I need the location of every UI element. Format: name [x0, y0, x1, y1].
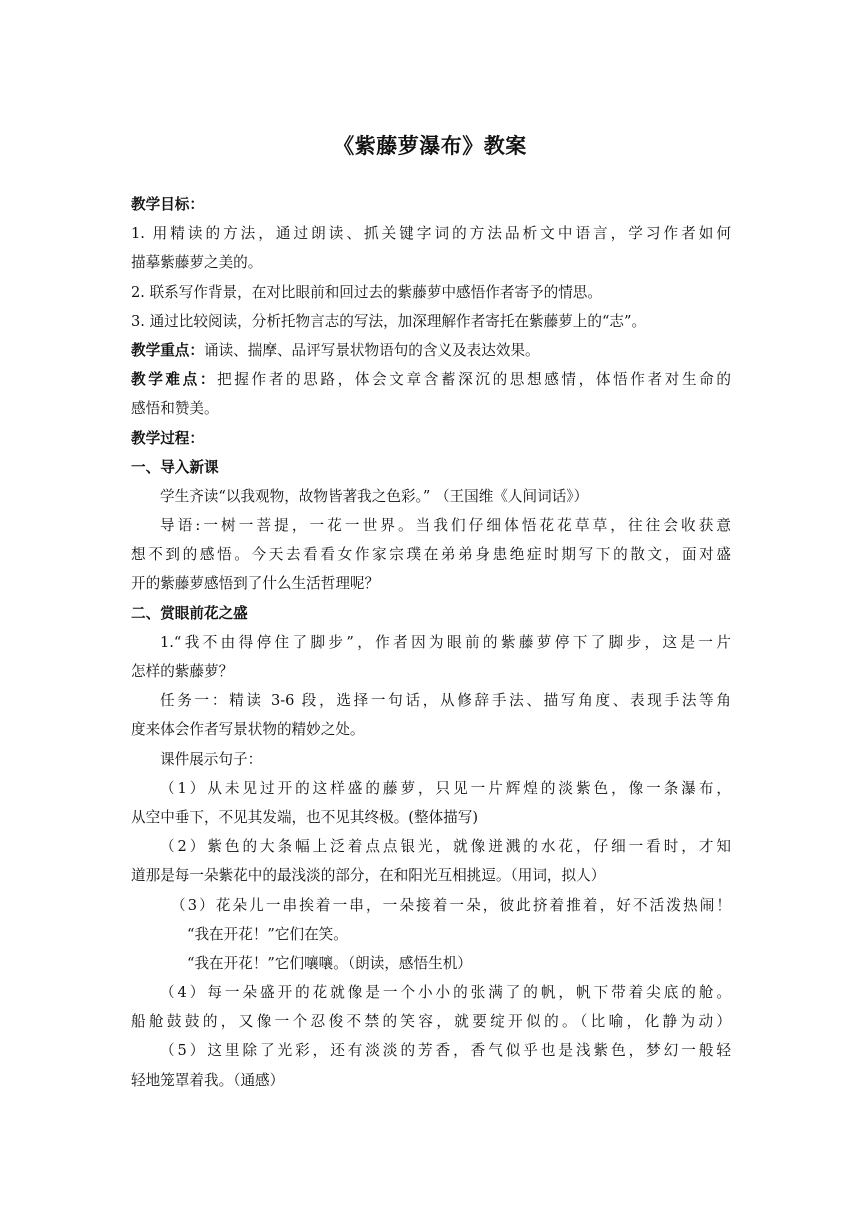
courseware-label: 课件展示句子： [160, 750, 263, 768]
objectives-heading: 教学目标： [131, 196, 204, 213]
sentence-3-line-2: “我在开花！”它们在笑。 [187, 925, 348, 943]
sentence-5-line-2: 轻地笼罩着我。（通感） [131, 1071, 285, 1089]
difficulties-line-1 [131, 365, 731, 394]
objective-1-line-1: 1. 用精读的方法，通过朗读、抓关键字词的方法品析文中语言，学习作者如何 [131, 225, 731, 243]
sentence-3-line-3: “我在开花！”它们嚷嚷。（朗读，感悟生机） [187, 954, 472, 972]
sentence-2-line-2: 道那是每一朵紫花中的最浅淡的部分，在和阳光互相挑逗。（用词，拟人） [131, 867, 606, 885]
section-2-heading: 二、赏眼前花之盛 [131, 604, 248, 622]
process-heading: 教学过程： [131, 429, 204, 447]
sentence-2-line-1: （2）紫色的大条幅上泛着点点银光，就像迸溅的水花，仔细一看时，才知 [160, 838, 731, 856]
sentence-1-line-1: （1）从未见过开的这样盛的藤萝，只见一片辉煌的淡紫色，像一条瀑布， [160, 779, 731, 797]
question-1-line-1: 1.“我不由得停住了脚步”，作者因为眼前的紫藤萝停下了脚步，这是一片 [160, 633, 731, 651]
difficulties-text: 把握作者的思路，体会文章含蓄深沉的思想感情，体悟作者对生命的 [217, 371, 731, 389]
objective-3: 3. 通过比较阅读，分析托物言志的写法，加深理解作者寄托在紫藤萝上的“志”。 [131, 312, 647, 330]
key-points [131, 336, 731, 365]
section-1-intro-line-1: 导语:一树一菩提，一花一世界。当我们仔细体悟花花草草，往往会收获意 [160, 517, 731, 535]
objective-2: 2. 联系写作背景，在对比眼前和回过去的紫藤萝中感悟作者寄予的情思。 [131, 283, 602, 301]
section-1-reading: 学生齐读“以我观物，故物皆著我之色彩。” （王国维《人间词话》） [160, 487, 589, 505]
difficulties-line-2: 感悟和赞美。 [131, 400, 219, 418]
section-1-intro-line-2: 想不到的感悟。今天去看看女作家宗璞在弟弟身患绝症时期写下的散文，面对盛 [131, 546, 731, 564]
document-title: 《紫藤萝瀑布》教案 [333, 134, 527, 158]
objective-1-line-2: 描摹紫藤萝之美的。 [131, 254, 263, 272]
sentence-1-line-2: 从空中垂下，不见其发端，也不见其终极。(整体描写) [131, 808, 479, 826]
sentence-3-line-1: （3）花朵儿一串挨着一串，一朵接着一朵，彼此挤着推着，好不活泼热闹！ [171, 896, 731, 914]
question-1-line-2: 怎样的紫藤萝？ [131, 663, 234, 680]
section-1-intro-line-3: 开的紫藤萝感悟到了什么生活哲理呢？ [131, 575, 380, 593]
task-1-line-2: 度来体会作者写景状物的精妙之处。 [131, 721, 365, 739]
difficulties-label: 教学难点： [131, 371, 218, 389]
sentence-4-line-1: （4）每一朵盛开的花就像是一个小小的张满了的帆，帆下带着尖底的舱。 [160, 984, 731, 1002]
key-points-label: 教学重点： [131, 341, 204, 359]
section-1-heading: 一、导入新课 [131, 458, 219, 476]
sentence-5-line-1: （5）这里除了光彩，还有淡淡的芳香，香气似乎也是浅紫色，梦幻一般轻 [160, 1042, 731, 1060]
key-points-text: 诵读、揣摩、品评写景状物语句的含义及表达效果。 [203, 341, 540, 359]
document-body [131, 190, 731, 1095]
sentence-4-line-2: 船舱鼓鼓的，又像一个忍俊不禁的笑容，就要绽开似的。（比喻，化静为动） [131, 1013, 731, 1031]
task-1-line-1: 任务一：精读 3-6 段，选择一句话，从修辞手法、描写角度、表现手法等角 [160, 692, 731, 710]
